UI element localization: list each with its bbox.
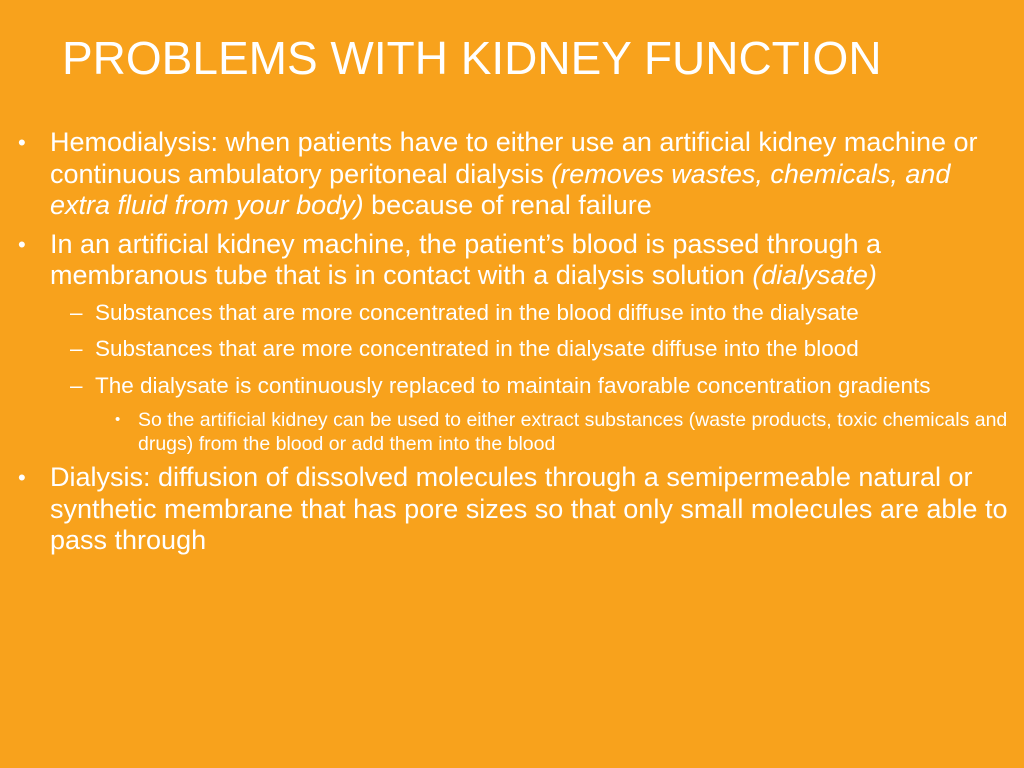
dash-marker: – [70,299,83,325]
sub-sub-bullet-text: So the artificial kidney can be used to either extract substances (waste products, toxic chemicals and drugs) from the blood or add them into the blood [138,409,1008,455]
sub-sub-bullet-extract [0,408,1024,456]
sub-bullet-blood-diffuse [0,299,1024,328]
bullet-text: because of renal failure [363,190,652,220]
bullet-hemodialysis [0,127,1024,222]
sub-bullet-text: The dialysate is continuously replaced to maintain favorable concentration gradients [95,372,931,398]
bullet-artificial-kidney [0,229,1024,292]
bullet-dialysis [0,462,1024,557]
bullet-italic-text: (dialysate) [752,260,877,290]
bullet-marker: • [18,465,26,490]
slide-content [0,127,1024,564]
sub-bullet-dialysate-diffuse [0,335,1024,364]
dash-marker: – [70,372,83,398]
sub-bullet-text: Substances that are more concentrated in the dialysate diffuse into the blood [95,336,859,361]
bullet-italic-text: (removes wastes, chemicals, and extra fluid from your body) [50,158,951,220]
bullet-marker: • [18,231,26,257]
slide-title: PROBLEMS WITH KIDNEY FUNCTION [62,32,882,84]
bullet-text: Dialysis: diffusion of dissolved molecules through a semipermeable natural or synthetic membrane that has pore sizes so that only small molecules are able to pass through [50,462,1008,555]
bullet-marker: • [115,411,121,428]
bullet-text: In an artificial kidney machine, the patient’s blood is passed through a membranous tube that is in contact with a dialysis solution [50,228,882,290]
dash-marker: – [70,336,83,361]
bullet-marker: • [18,130,26,155]
sub-bullet-text: Substances that are more concentrated in the blood diffuse into the dialysate [95,299,859,325]
bullet-text: Hemodialysis: when patients have to either use an artificial kidney machine or continuous ambulatory peritoneal dialysis [50,127,978,189]
sub-bullet-dialysate-replaced [0,372,1024,401]
